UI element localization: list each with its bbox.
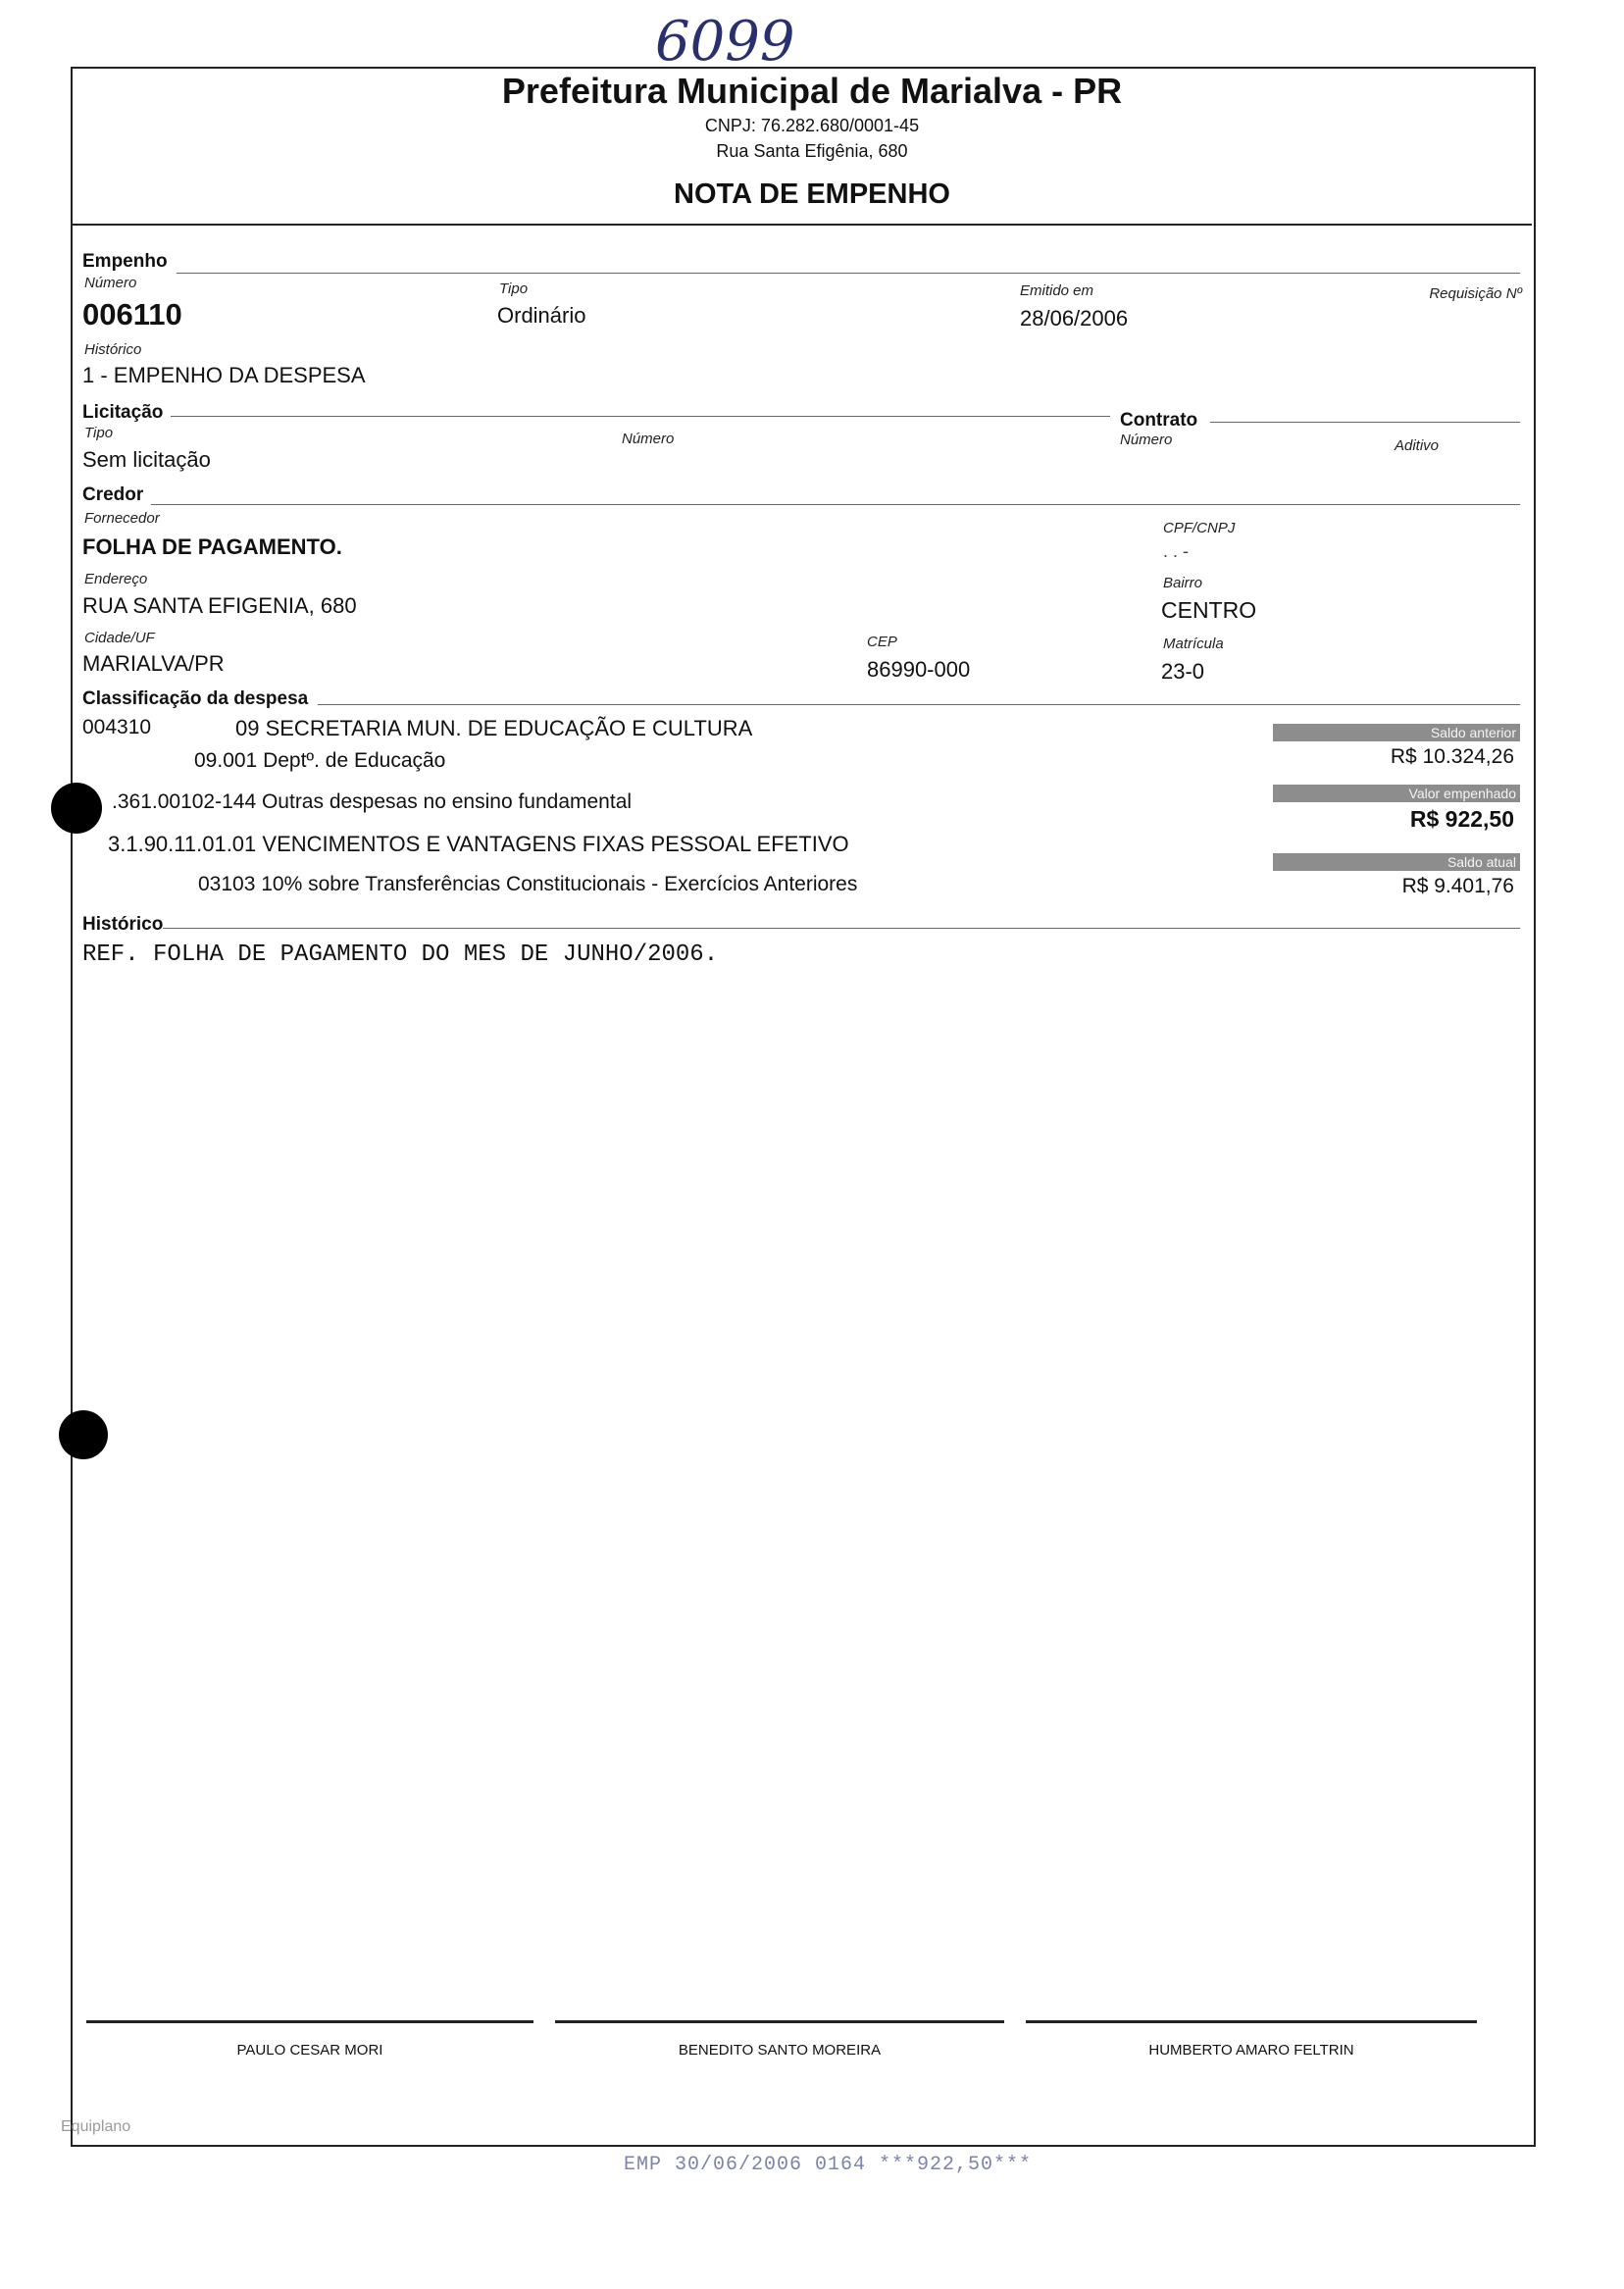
- licitacao-section-label: Licitação: [82, 402, 164, 423]
- requisicao-label: Requisição Nº: [1429, 285, 1522, 302]
- valor-empenhado-label: Valor empenhado: [1408, 786, 1516, 801]
- fornecedor-value: FOLHA DE PAGAMENTO.: [82, 534, 342, 559]
- hole-punch-bottom: [59, 1410, 108, 1459]
- empenho-tipo-label: Tipo: [499, 280, 529, 297]
- valor-empenhado-value: R$ 922,50: [1409, 806, 1514, 832]
- emitido-date: 28/06/2006: [1020, 306, 1129, 331]
- document-title: NOTA DE EMPENHO: [674, 178, 950, 210]
- software-label: Equiplano: [61, 2118, 131, 2135]
- page-title: Prefeitura Municipal de Marialva - PR: [501, 71, 1123, 111]
- empenho-section-label: Empenho: [82, 251, 168, 272]
- credor-rule: [151, 504, 1520, 505]
- classificacao-code: 004310: [82, 716, 152, 738]
- empenho-historico-label: Histórico: [84, 341, 142, 358]
- signature-name-1: PAULO CESAR MORI: [236, 2042, 383, 2059]
- saldo-anterior-bar: [1273, 724, 1520, 741]
- saldo-atual-bar: [1273, 853, 1520, 871]
- classificacao-line4: 3.1.90.11.01.01 VENCIMENTOS E VANTAGENS FIXAS PESSOAL EFETIVO: [108, 832, 849, 856]
- classificacao-section-label: Classificação da despesa: [82, 688, 309, 709]
- address-line: Rua Santa Efigênia, 680: [716, 141, 908, 161]
- signature-name-3: HUMBERTO AMARO FELTRIN: [1148, 2042, 1354, 2059]
- saldo-anterior-label: Saldo anterior: [1430, 725, 1516, 740]
- bairro-value: CENTRO: [1161, 597, 1257, 623]
- licitacao-tipo: Sem licitação: [82, 447, 211, 472]
- empenho-numero: 006110: [82, 297, 182, 331]
- classificacao-line1: 09 SECRETARIA MUN. DE EDUCAÇÃO E CULTURA: [235, 716, 753, 740]
- classificacao-line5: 03103 10% sobre Transferências Constitucionais - Exercícios Anteriores: [198, 873, 858, 895]
- classificacao-rule: [318, 704, 1520, 705]
- signature-line-2: [555, 2020, 1004, 2023]
- contrato-aditivo-label: Aditivo: [1395, 437, 1440, 454]
- cpf-cnpj-label: CPF/CNPJ: [1163, 520, 1236, 536]
- cidade-label: Cidade/UF: [84, 630, 155, 646]
- empenho-rule: [177, 273, 1520, 274]
- endereco-label: Endereço: [84, 571, 148, 587]
- empenho-numero-label: Número: [84, 275, 137, 291]
- hole-punch-top: [51, 783, 102, 834]
- matricula-value: 23-0: [1161, 659, 1205, 684]
- cep-label: CEP: [867, 634, 897, 650]
- classificacao-line3: .361.00102-144 Outras despesas no ensino fundamental: [112, 790, 633, 813]
- historico-text: REF. FOLHA DE PAGAMENTO DO MES DE JUNHO/2006.: [82, 941, 719, 968]
- payment-stamp: EMP 30/06/2006 0164 ***922,50***: [624, 2154, 1033, 2176]
- endereco-value: RUA SANTA EFIGENIA, 680: [82, 593, 357, 618]
- saldo-anterior-value: R$ 10.324,26: [1390, 745, 1514, 768]
- header-divider: [73, 224, 1532, 226]
- contrato-section-label: Contrato: [1120, 410, 1198, 431]
- signature-name-2: BENEDITO SANTO MOREIRA: [678, 2042, 882, 2059]
- licitacao-numero-label: Número: [622, 431, 675, 447]
- fornecedor-label: Fornecedor: [84, 510, 160, 527]
- cep-value: 86990-000: [867, 657, 971, 682]
- historico-rule: [163, 928, 1520, 929]
- emitido-label: Emitido em: [1020, 282, 1094, 299]
- cpf-cnpj-value: . . -: [1163, 541, 1189, 561]
- empenho-tipo: Ordinário: [497, 303, 586, 328]
- contrato-rule: [1210, 422, 1520, 423]
- contrato-numero-label: Número: [1120, 432, 1173, 448]
- saldo-atual-label: Saldo atual: [1446, 854, 1516, 870]
- licitacao-rule: [171, 416, 1110, 417]
- credor-section-label: Credor: [82, 484, 144, 505]
- licitacao-tipo-label: Tipo: [84, 425, 114, 441]
- classificacao-line2: 09.001 Deptº. de Educação: [194, 749, 446, 772]
- bairro-label: Bairro: [1163, 575, 1203, 591]
- handwritten-number: 6099: [655, 10, 795, 74]
- empenho-historico: 1 - EMPENHO DA DESPESA: [82, 363, 366, 387]
- historico-section-label: Histórico: [82, 914, 164, 935]
- saldo-atual-value: R$ 9.401,76: [1401, 875, 1514, 897]
- cidade-value: MARIALVA/PR: [82, 651, 225, 676]
- cnpj-line: CNPJ: 76.282.680/0001-45: [704, 116, 920, 135]
- signature-line-3: [1026, 2020, 1477, 2023]
- matricula-label: Matrícula: [1163, 636, 1224, 652]
- signature-line-1: [86, 2020, 533, 2023]
- valor-empenhado-bar: [1273, 785, 1520, 802]
